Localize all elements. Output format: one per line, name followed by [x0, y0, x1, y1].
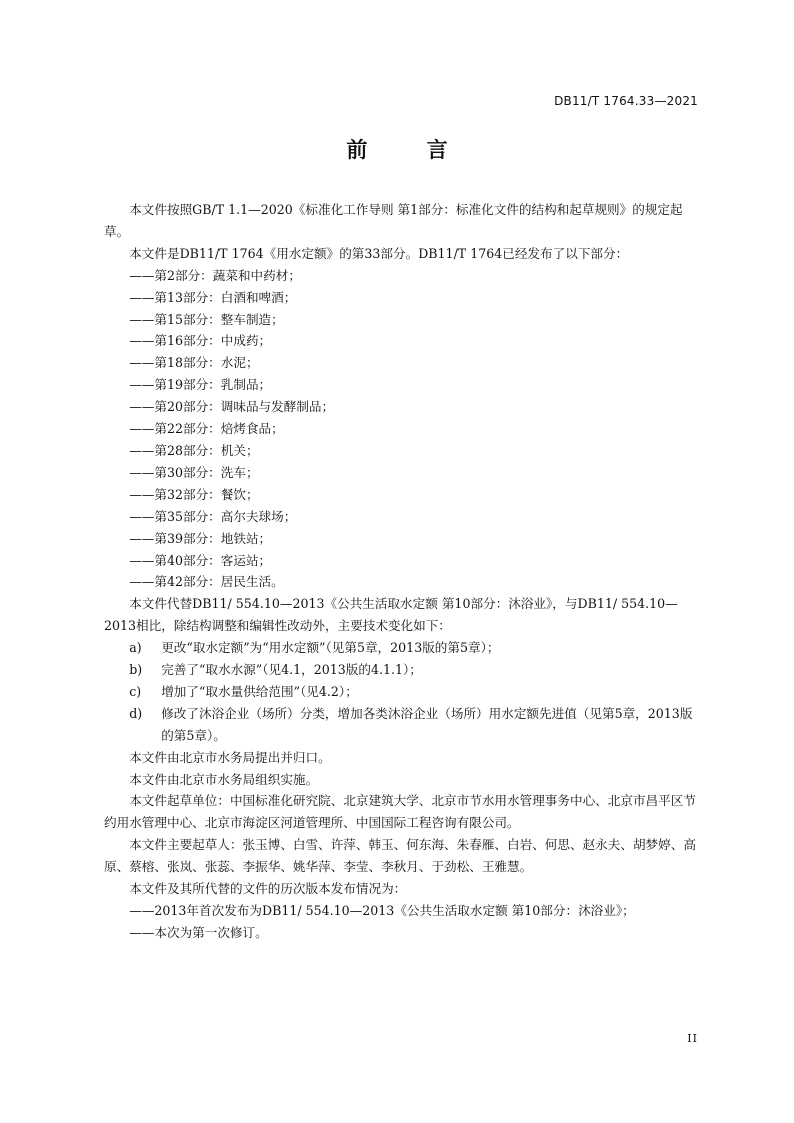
document-id: DB11/T 1764.33—2021 [554, 94, 698, 108]
list-item-text: 增加了“取水量供给范围”（见4.2）； [161, 683, 358, 699]
paragraph-history-intro: 本文件及其所代替的文件的历次版本发布情况为： [129, 881, 407, 897]
parts-list [104, 265, 700, 594]
list-item: ——第13部分：白酒和啤酒； [129, 289, 297, 305]
list-item-text: 完善了“取水水源”（见4.1，2013版的4.1.1）； [161, 662, 422, 678]
list-item: ——2013年首次发布为DB11/ 554.10—2013《公共生活取水定额 第10部分：沐浴业》； [129, 903, 635, 918]
list-item: ——第35部分：高尔夫球场； [129, 508, 297, 524]
list-item: ——第22部分：焙烤食品； [129, 421, 284, 437]
list-item-label: d) [129, 705, 143, 721]
paragraph-proposer: 本文件由北京市水务局提出并归口。 [129, 749, 331, 765]
list-item [129, 659, 700, 681]
list-item: ——第20部分：调味品与发酵制品； [129, 399, 335, 415]
list-item-text: 修改了沐浴企业（场所）分类，增加各类沐浴企业（场所）用水定额先进值（见第5章，2013版的第5章）。 [161, 705, 693, 743]
page-number: II [687, 1032, 698, 1045]
list-item: ——第42部分：居民生活。 [129, 574, 284, 590]
list-item-label: b) [129, 662, 143, 678]
list-item [129, 637, 700, 659]
list-item: ——第15部分：整车制造； [129, 311, 284, 327]
list-item: ——第30部分：洗车； [129, 464, 259, 480]
list-item: ——第32部分：餐饮； [129, 486, 259, 502]
list-item [129, 681, 700, 703]
paragraph-series-info: 本文件是DB11/T 1764《用水定额》的第33部分。DB11/T 1764已经发布了以下部分： [129, 245, 629, 261]
paragraph-drafting-units: 本文件起草单位：中国标准化研究院、北京建筑大学、北京市节水用水管理事务中心、北京市昌平区节约用水管理中心、北京市海淀区河道管理所、中国国际工程咨询有限公司。 [104, 793, 696, 831]
list-item: ——第19部分：乳制品； [129, 377, 272, 393]
list-item-text: 更改“取水定额”为“用水定额”（见第5章，2013版的第5章）； [161, 640, 500, 656]
list-item: ——第2部分：蔬菜和中药材； [129, 267, 301, 283]
list-item: ——第18部分：水泥； [129, 355, 259, 371]
document-body [104, 199, 700, 944]
paragraph-replacement: 本文件代替DB11/ 554.10—2013《公共生活取水定额 第10部分：沐浴业》，与DB11/ 554.10—2013相比，除结构调整和编辑性改动外，主要技术变化如下： [104, 596, 678, 634]
list-item: ——第16部分：中成药； [129, 333, 272, 349]
page-title: 前 言 [346, 138, 474, 162]
list-item: ——本次为第一次修订。 [129, 924, 268, 940]
list-item: ——第39部分：地铁站； [129, 530, 272, 546]
list-item-label: a) [129, 640, 142, 656]
paragraph-drafters: 本文件主要起草人：张玉博、白雪、许萍、韩玉、何东海、朱春雁、白岩、何思、赵永夫、胡梦婷、高原、蔡榕、张岚、张蕊、李振华、姚华萍、李莹、李秋月、于劲松、王雅慧。 [104, 837, 696, 875]
paragraph-drafting-basis: 本文件按照GB/T 1.1—2020《标准化工作导则 第1部分：标准化文件的结构和起草规则》的规定起草。 [104, 202, 683, 239]
paragraph-implementer: 本文件由北京市水务局组织实施。 [129, 771, 319, 787]
list-item: ——第28部分：机关； [129, 442, 259, 458]
changes-list [104, 637, 700, 747]
list-item-label: c) [129, 683, 142, 699]
list-item [129, 703, 700, 747]
list-item: ——第40部分：客运站； [129, 552, 272, 568]
